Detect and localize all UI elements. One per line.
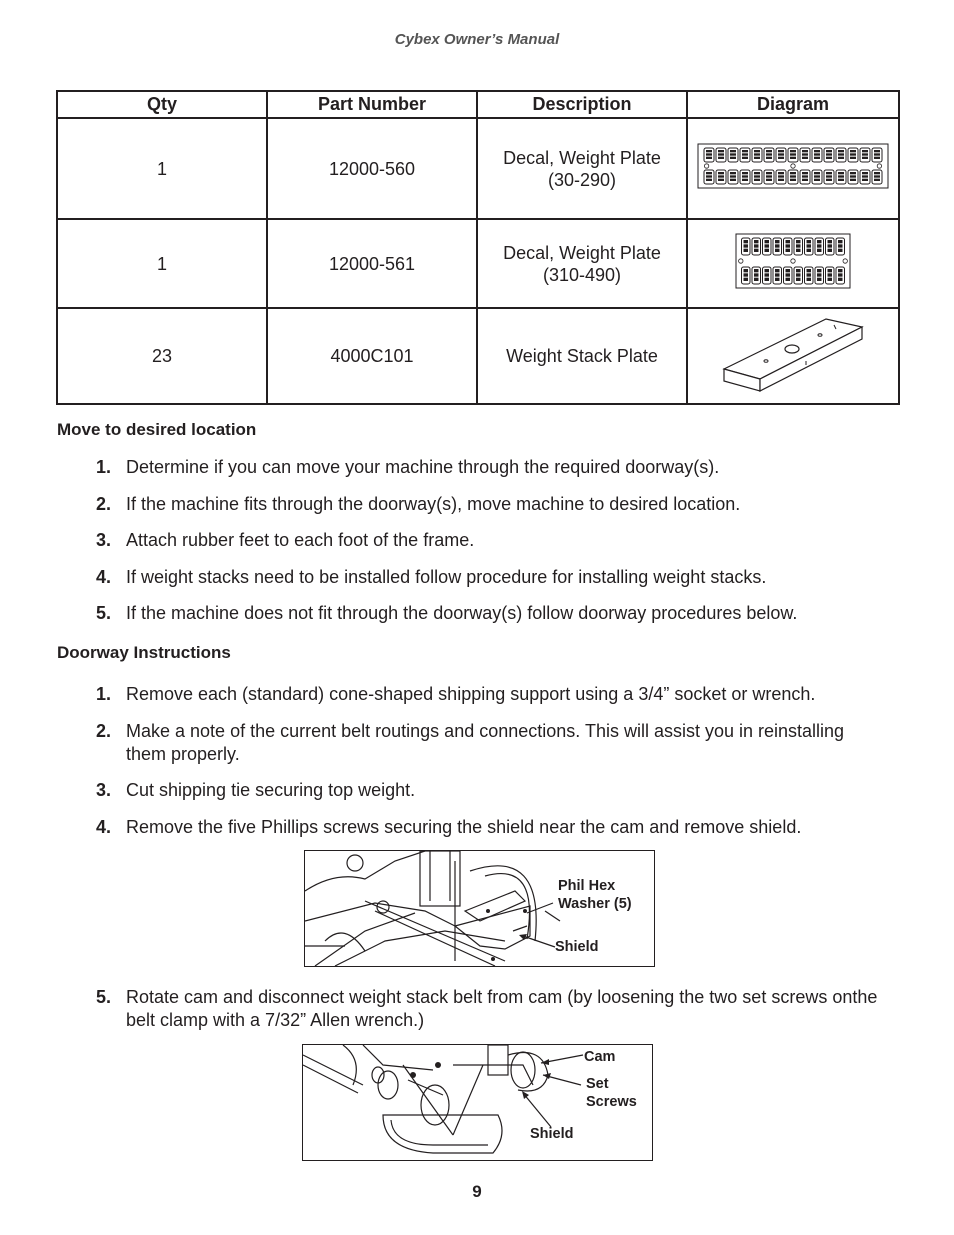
part-number-cell: 4000C101	[267, 308, 477, 404]
decal-mark	[796, 269, 801, 272]
column-header-part-number: Part Number	[267, 91, 477, 118]
doorway-step5-list	[0, 986, 954, 1046]
step-number: 3.	[96, 530, 112, 550]
decal-mark	[850, 175, 856, 177]
list-item	[0, 720, 954, 766]
decal-mark	[718, 175, 724, 177]
decal-mark	[765, 249, 770, 252]
decal-mark	[790, 153, 796, 155]
decal-mark	[850, 153, 856, 155]
decal-mark	[730, 172, 736, 174]
decal-mark	[742, 175, 748, 177]
step-text: Rotate cam and disconnect weight stack belt from cam (by loosening the two set screws onthe belt clamp with a 7/32” Allen wrench.)	[126, 987, 878, 1030]
decal-mark	[814, 175, 820, 177]
step-number: 4.	[96, 816, 112, 837]
decal-mark	[796, 273, 801, 276]
decal-mark	[862, 175, 868, 177]
decal-mark	[766, 153, 772, 155]
decal-mark	[826, 157, 832, 159]
decal-mark	[807, 273, 812, 276]
list-item	[0, 602, 954, 625]
step-text: Cut shipping tie securing top weight.	[126, 780, 416, 800]
decal-mark	[802, 157, 808, 159]
list-item	[0, 566, 954, 589]
decal-icon	[697, 143, 889, 189]
decal-mark	[718, 157, 724, 159]
decal-mark	[850, 172, 856, 174]
decal-mark	[807, 240, 812, 243]
decal-mark	[850, 157, 856, 159]
decal-mark	[754, 269, 759, 272]
decal-mark	[775, 249, 780, 252]
step-text: Attach rubber feet to each foot of the frame.	[126, 530, 475, 550]
decal-mark	[790, 157, 796, 159]
decal-mark	[765, 273, 770, 276]
decal-mark	[838, 273, 843, 276]
doorway-section-title: Doorway Instructions	[57, 643, 231, 662]
decal-mark	[706, 179, 712, 181]
table-row	[57, 118, 899, 219]
decal-mark	[807, 249, 812, 252]
decal-mark	[766, 172, 772, 174]
decal-mark	[754, 240, 759, 243]
decal-mark	[754, 175, 760, 177]
decal-mark	[862, 179, 868, 181]
decal-mark	[766, 175, 772, 177]
step-text: Remove the five Phillips screws securing the shield near the cam and remove shield.	[126, 816, 802, 837]
decal-mark	[838, 157, 844, 159]
decal-mark	[790, 175, 796, 177]
decal-mark	[796, 244, 801, 247]
decal-mark	[790, 179, 796, 181]
description-line: Decal, Weight Plate	[503, 147, 661, 168]
step-number: 1.	[96, 684, 112, 704]
decal-mark	[817, 244, 822, 247]
decal-mark	[778, 179, 784, 181]
callout-line: Washer (5)	[558, 896, 632, 912]
diagram-cell	[687, 308, 899, 404]
column-header-description: Description	[477, 91, 687, 118]
set-screws-callout	[586, 1075, 637, 1111]
decal-mark	[786, 249, 791, 252]
decal-mark	[778, 172, 784, 174]
description-range: (30-290)	[547, 169, 617, 190]
decal-mark	[807, 244, 812, 247]
decal-mark	[838, 175, 844, 177]
decal-mark	[730, 153, 736, 155]
callout-line: Set	[586, 1076, 609, 1092]
decal-mark	[754, 172, 760, 174]
decal-mark	[862, 157, 868, 159]
qty-cell: 23	[57, 308, 267, 404]
decal-mark	[826, 150, 832, 152]
doorway-steps-list	[0, 683, 954, 852]
decal-mark	[765, 278, 770, 281]
column-header-qty: Qty	[57, 91, 267, 118]
decal-mark	[828, 278, 833, 281]
decal-mark	[796, 278, 801, 281]
step-number: 5.	[96, 603, 112, 623]
decal-mark	[766, 179, 772, 181]
decal-mark	[706, 157, 712, 159]
decal-mark	[706, 175, 712, 177]
decal-mark	[826, 172, 832, 174]
decal-mark	[778, 157, 784, 159]
decal-mark	[874, 153, 880, 155]
step-text: If the machine does not fit through the doorway(s) follow doorway procedures below.	[126, 603, 798, 623]
decal-mark	[838, 249, 843, 252]
decal-mark	[802, 172, 808, 174]
decal-mark	[814, 157, 820, 159]
decal-mark	[754, 150, 760, 152]
list-item	[0, 779, 954, 802]
shield-callout: Shield	[555, 939, 599, 955]
description-cell	[477, 219, 687, 308]
description-range: (310-490)	[542, 264, 622, 285]
move-steps-list	[0, 456, 954, 639]
decal-mark	[838, 179, 844, 181]
shield-figure	[304, 850, 655, 967]
shield-callout: Shield	[530, 1126, 574, 1142]
decal-mark	[838, 278, 843, 281]
decal-mark	[874, 150, 880, 152]
decal-mark	[828, 249, 833, 252]
decal-mark	[706, 150, 712, 152]
decal-mark	[775, 244, 780, 247]
decal-mark	[778, 150, 784, 152]
callout-line: Screws	[586, 1094, 637, 1110]
diagram-cell	[687, 219, 899, 308]
decal-mark	[850, 179, 856, 181]
decal-mark	[730, 150, 736, 152]
page-number: 9	[472, 1182, 482, 1201]
step-number: 2.	[96, 493, 112, 514]
decal-mark	[786, 244, 791, 247]
decal-mark	[807, 269, 812, 272]
decal-mark	[754, 278, 759, 281]
decal-mark	[862, 172, 868, 174]
decal-mark	[814, 172, 820, 174]
decal-mark	[786, 269, 791, 272]
decal-mark	[718, 172, 724, 174]
decal-mark	[826, 153, 832, 155]
decal-mark	[838, 240, 843, 243]
decal-mark	[744, 273, 749, 276]
table-header-row	[57, 91, 899, 118]
decal-mark	[706, 153, 712, 155]
decal-mark	[754, 244, 759, 247]
decal-mark	[744, 269, 749, 272]
decal-mark	[814, 153, 820, 155]
decal-mark	[718, 179, 724, 181]
manual-title: Cybex Owner’s Manual	[394, 31, 560, 48]
step-number: 5.	[96, 987, 112, 1007]
phil-hex-washer-callout	[558, 877, 632, 913]
decal-mark	[765, 269, 770, 272]
description-line: Decal, Weight Plate	[503, 242, 661, 263]
decal-mark	[742, 179, 748, 181]
step-text: Determine if you can move your machine through the required doorway(s).	[126, 457, 720, 477]
decal-mark	[786, 278, 791, 281]
decal-mark	[744, 278, 749, 281]
decal-mark	[838, 150, 844, 152]
decal-mark	[754, 273, 759, 276]
decal-mark	[718, 153, 724, 155]
decal-mark	[742, 157, 748, 159]
decal-mark	[838, 244, 843, 247]
decal-mark	[814, 150, 820, 152]
decal-mark	[765, 240, 770, 243]
column-header-diagram: Diagram	[687, 91, 899, 118]
decal-mark	[766, 150, 772, 152]
decal-mark	[817, 269, 822, 272]
decal-mark	[862, 150, 868, 152]
decal-mark	[838, 172, 844, 174]
list-item	[0, 493, 954, 516]
step-number: 2.	[96, 720, 112, 741]
decal-mark	[730, 179, 736, 181]
step-text: Remove each (standard) cone-shaped shipping support using a 3/4” socket or wrench.	[126, 684, 816, 704]
list-item	[0, 456, 954, 479]
decal-mark	[874, 179, 880, 181]
decal-mark	[790, 172, 796, 174]
decal-mark	[754, 153, 760, 155]
list-item	[0, 816, 954, 839]
decal-mark	[765, 244, 770, 247]
qty-cell: 1	[57, 219, 267, 308]
list-item	[0, 683, 954, 706]
decal-mark	[828, 269, 833, 272]
description-cell	[477, 118, 687, 219]
decal-mark	[742, 172, 748, 174]
step-text: If the machine fits through the doorway(s), move machine to desired location.	[126, 493, 741, 514]
decal-mark	[826, 179, 832, 181]
description-line: Weight Stack Plate	[506, 346, 658, 366]
decal-mark	[828, 244, 833, 247]
decal-mark	[744, 249, 749, 252]
decal-mark	[796, 249, 801, 252]
decal-mark	[744, 244, 749, 247]
decal-mark	[790, 150, 796, 152]
decal-mark	[775, 278, 780, 281]
decal-mark	[802, 175, 808, 177]
decal-mark	[744, 240, 749, 243]
decal-mark	[766, 157, 772, 159]
decal-mark	[817, 249, 822, 252]
decal-mark	[850, 150, 856, 152]
step-number: 1.	[96, 457, 112, 477]
step-number: 4.	[96, 566, 112, 587]
step-number: 3.	[96, 780, 112, 800]
decal-mark	[802, 153, 808, 155]
decal-mark	[730, 157, 736, 159]
decal-mark	[754, 157, 760, 159]
decal-mark	[754, 249, 759, 252]
decal-icon	[735, 233, 851, 289]
decal-mark	[742, 153, 748, 155]
decal-mark	[874, 175, 880, 177]
table-row	[57, 219, 899, 308]
decal-mark	[828, 273, 833, 276]
decal-mark	[718, 150, 724, 152]
decal-mark	[775, 240, 780, 243]
callout-line: Phil Hex	[558, 878, 616, 894]
decal-mark	[817, 240, 822, 243]
weight-plate-icon	[718, 313, 868, 395]
diagram-cell	[687, 118, 899, 219]
decal-mark	[786, 273, 791, 276]
decal-mark	[817, 278, 822, 281]
part-number-cell: 12000-560	[267, 118, 477, 219]
part-number-cell: 12000-561	[267, 219, 477, 308]
decal-mark	[730, 175, 736, 177]
qty-cell: 1	[57, 118, 267, 219]
decal-mark	[778, 153, 784, 155]
decal-mark	[802, 150, 808, 152]
cam-figure	[302, 1044, 653, 1161]
decal-mark	[817, 273, 822, 276]
parts-table	[56, 90, 900, 405]
step-text: If weight stacks need to be installed follow procedure for installing weight stacks.	[126, 566, 767, 587]
list-item	[0, 529, 954, 552]
decal-mark	[778, 175, 784, 177]
decal-mark	[786, 240, 791, 243]
decal-mark	[838, 269, 843, 272]
list-item	[0, 986, 954, 1032]
decal-mark	[874, 172, 880, 174]
description-cell	[477, 308, 687, 404]
move-section-title: Move to desired location	[57, 420, 257, 439]
table-row	[57, 308, 899, 404]
decal-mark	[754, 179, 760, 181]
decal-mark	[796, 240, 801, 243]
decal-mark	[814, 179, 820, 181]
decal-mark	[775, 269, 780, 272]
decal-mark	[775, 273, 780, 276]
decal-mark	[874, 157, 880, 159]
decal-mark	[807, 278, 812, 281]
decal-mark	[706, 172, 712, 174]
cam-callout: Cam	[584, 1049, 616, 1065]
decal-mark	[828, 240, 833, 243]
decal-mark	[802, 179, 808, 181]
step-text: Make a note of the current belt routings and connections. This will assist you in reinstalling them properly.	[126, 720, 845, 764]
decal-mark	[826, 175, 832, 177]
decal-mark	[838, 153, 844, 155]
decal-mark	[742, 150, 748, 152]
decal-mark	[862, 153, 868, 155]
